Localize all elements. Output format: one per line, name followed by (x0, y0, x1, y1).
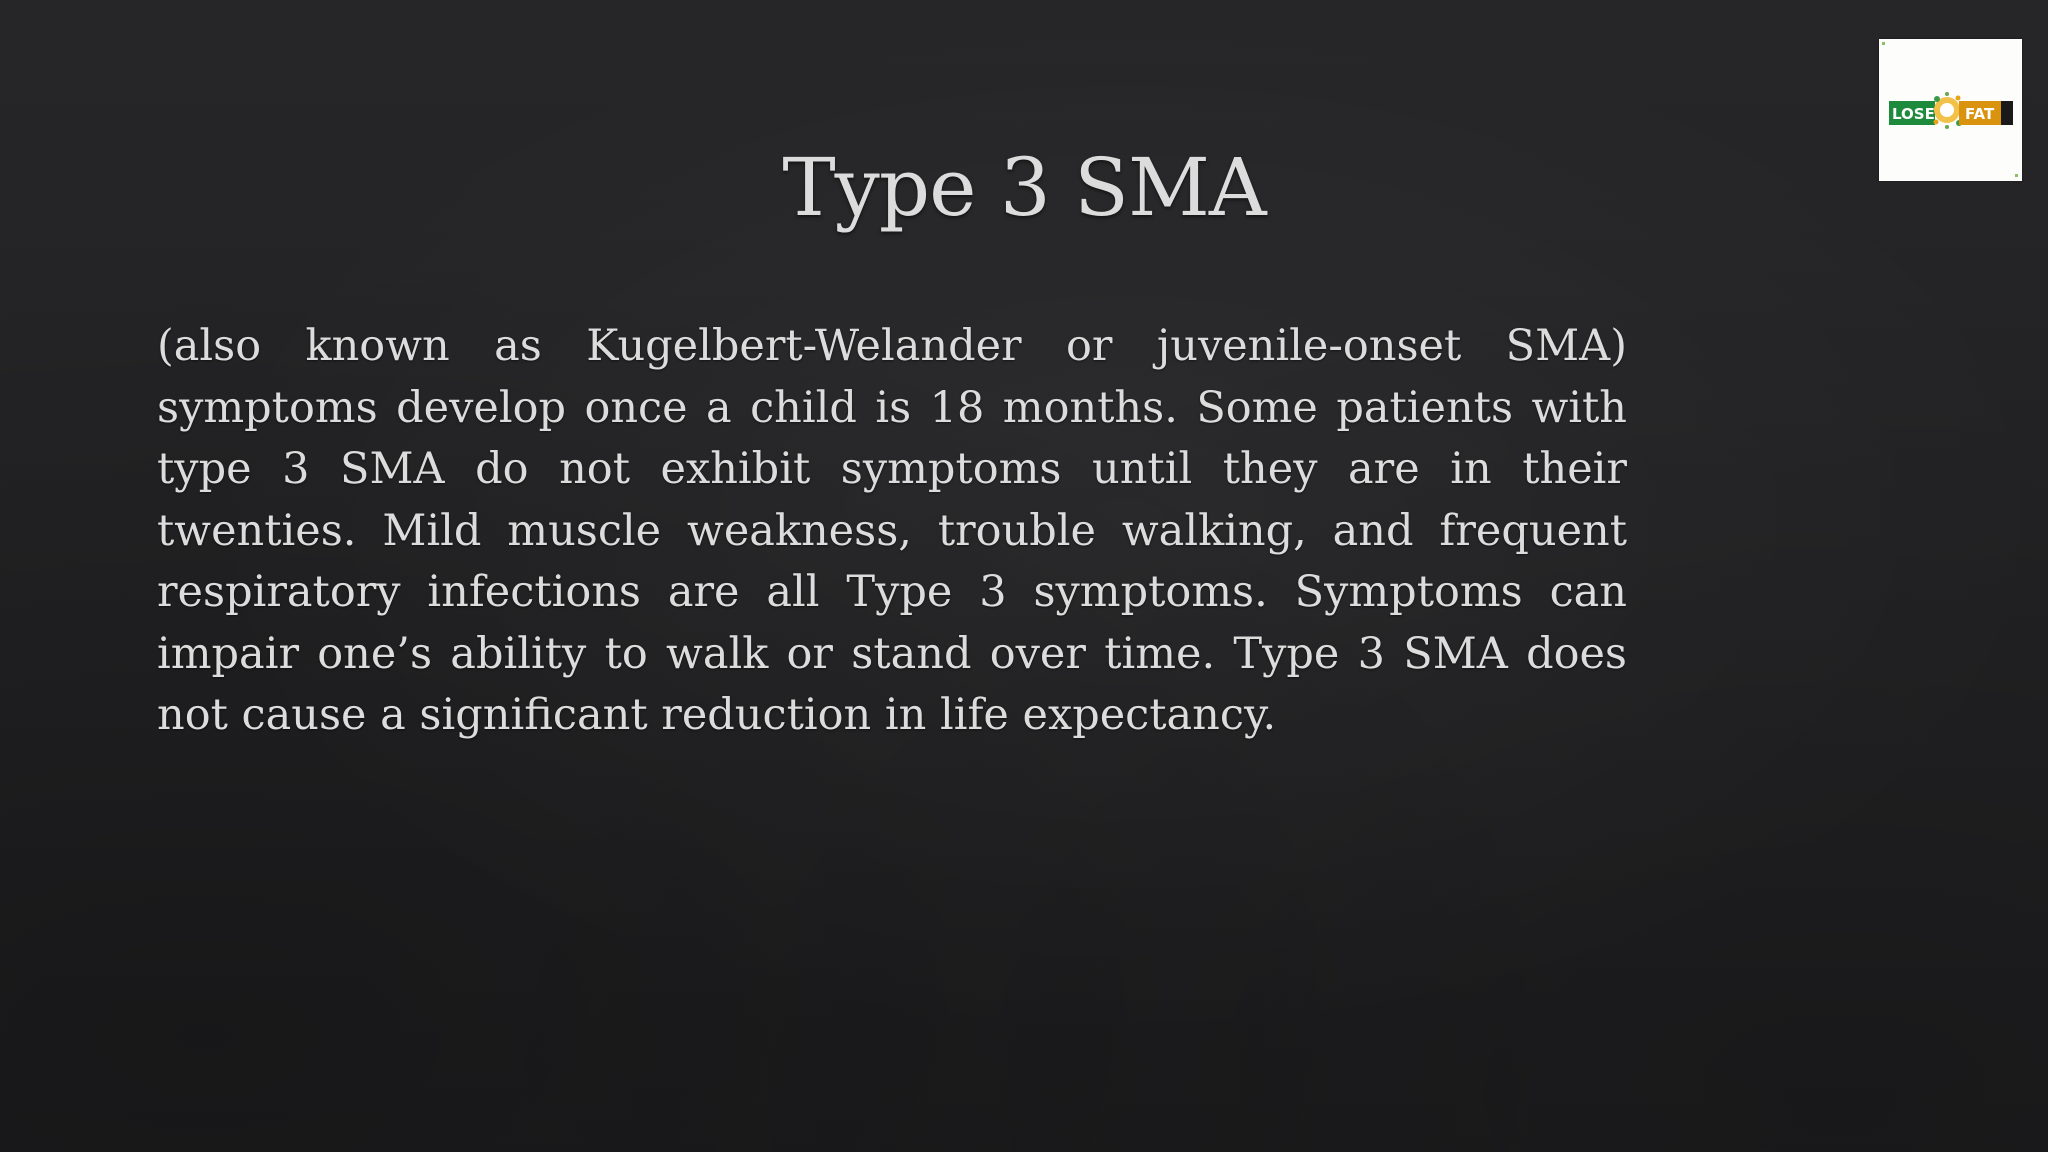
brand-logo-graphic (1879, 39, 2022, 181)
logo-corner-mark (1882, 42, 1885, 45)
logo-corner-mark (2015, 174, 2018, 177)
slide-title: Type 3 SMA (782, 141, 1266, 234)
slide-body-text: (also known as Kugelbert-Welander or juvenile-onset SMA) symptoms develop once a child is 18 months. Some patients with type 3 SMA do not exhibit symptoms until they are in their twenties. Mild muscle weakness, trouble walking, and frequent respiratory infections are all Type 3 symptoms. Symptoms can impair one’s ability to walk or stand over time. Type 3 SMA does not cause a significant reduction in life expectancy. (157, 321, 1627, 740)
logo-word-left: LOSE (1892, 105, 1935, 123)
logo-tail-block (2001, 101, 2013, 125)
logo-burst-icon (1934, 92, 1963, 129)
brand-logo (1879, 39, 2022, 181)
logo-word-right: FAT (1965, 105, 1995, 123)
